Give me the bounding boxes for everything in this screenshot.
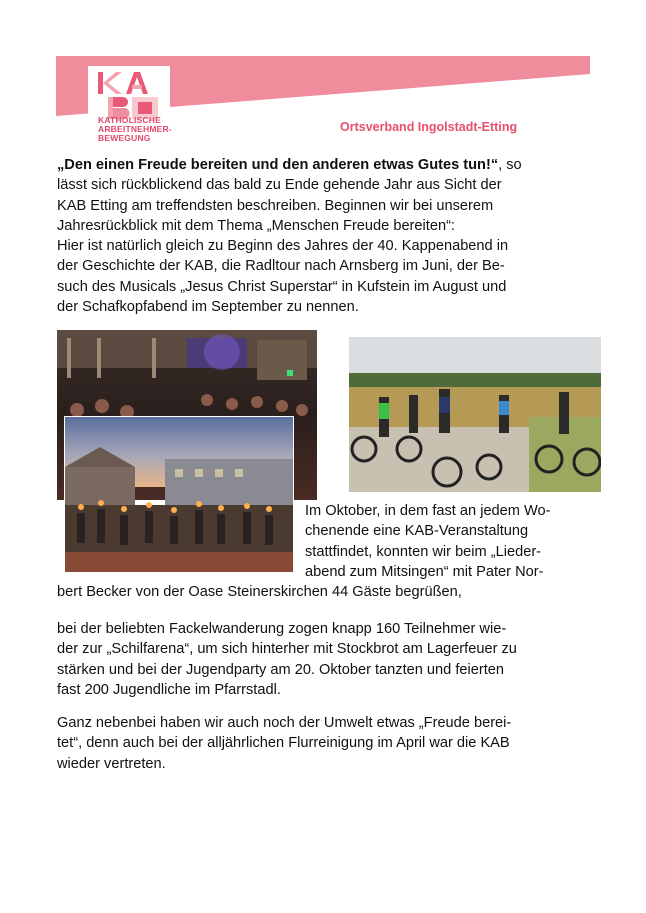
- para4-line: tet“, denn auch bei der alljährlichen Flurreinigung im April war die KAB: [57, 735, 510, 752]
- para4-line: wieder vertreten.: [57, 755, 166, 772]
- para3-line: fast 200 Jugendliche im Pfarrstadl.: [57, 681, 281, 698]
- umwelt-paragraph: [57, 713, 597, 774]
- intro-line: Hier ist natürlich gleich zu Beginn des Jahres der 40. Kappenabend in: [57, 238, 509, 255]
- logo-text-line-1: KATHOLISCHE: [98, 115, 161, 125]
- intro-line: KAB Etting am treffendsten beschreiben. Beginnen wir bei unserem: [57, 197, 494, 214]
- para3-line: stärken und bei der Jugendparty am 20. Oktober tanzten und feierten: [57, 661, 505, 678]
- intro-quote: „Den einen Freude bereiten und den anderen etwas Gutes tun!“: [57, 157, 499, 173]
- para3-line: bei der beliebten Fackelwanderung zogen knapp 160 Teilnehmer wie-: [57, 621, 507, 637]
- para3-line: der zur „Schilfarena“, um sich hinterher mit Stockbrot am Lagerfeuer zu: [57, 641, 517, 658]
- intro-line: der Geschichte der KAB, die Radltour nach Arnsberg im Juni, der Be-: [57, 258, 505, 275]
- october-paragraph-full: [57, 582, 597, 602]
- intro-line: Jahresrückblick mit dem Thema „Menschen Freude bereiten“:: [57, 217, 455, 234]
- october-line: bert Becker von der Oase Steinerskirchen 44 Gäste begrüßen,: [57, 584, 462, 600]
- intro-line: lässt sich rückblickend das bald zu Ende gehende Jahr aus Sicht der: [57, 177, 502, 194]
- october-line: chenende eine KAB-Veranstaltung: [305, 523, 529, 540]
- photo-torch-walk: [64, 416, 294, 573]
- logo-text-line-3: BEWEGUNG: [98, 133, 151, 143]
- intro-line: der Schafkopfabend im September zu nennen.: [57, 299, 359, 316]
- logo-text-line-2: ARBEITNEHMER-: [98, 124, 172, 134]
- intro-line-1: [57, 155, 597, 175]
- intro-line-1-rest: , so: [498, 157, 522, 173]
- october-line: stattfindet, konnten wir beim „Lieder-: [305, 543, 542, 560]
- header-subtitle: Ortsverband Ingolstadt-Etting: [340, 120, 518, 134]
- october-line: Im Oktober, in dem fast an jedem Wo-: [305, 503, 551, 519]
- para4-line: Ganz nebenbei haben wir auch noch der Umwelt etwas „Freude berei-: [57, 715, 512, 731]
- photo-bike-tour: [349, 337, 601, 492]
- intro-line: such des Musicals „Jesus Christ Superstar“ in Kufstein im August und: [57, 278, 507, 295]
- october-paragraph-wrapped: [305, 501, 600, 582]
- intro-paragraph: [57, 155, 597, 317]
- fackelwanderung-paragraph: [57, 619, 597, 700]
- october-line: abend zum Mitsingen“ mit Pater Nor-: [305, 563, 544, 580]
